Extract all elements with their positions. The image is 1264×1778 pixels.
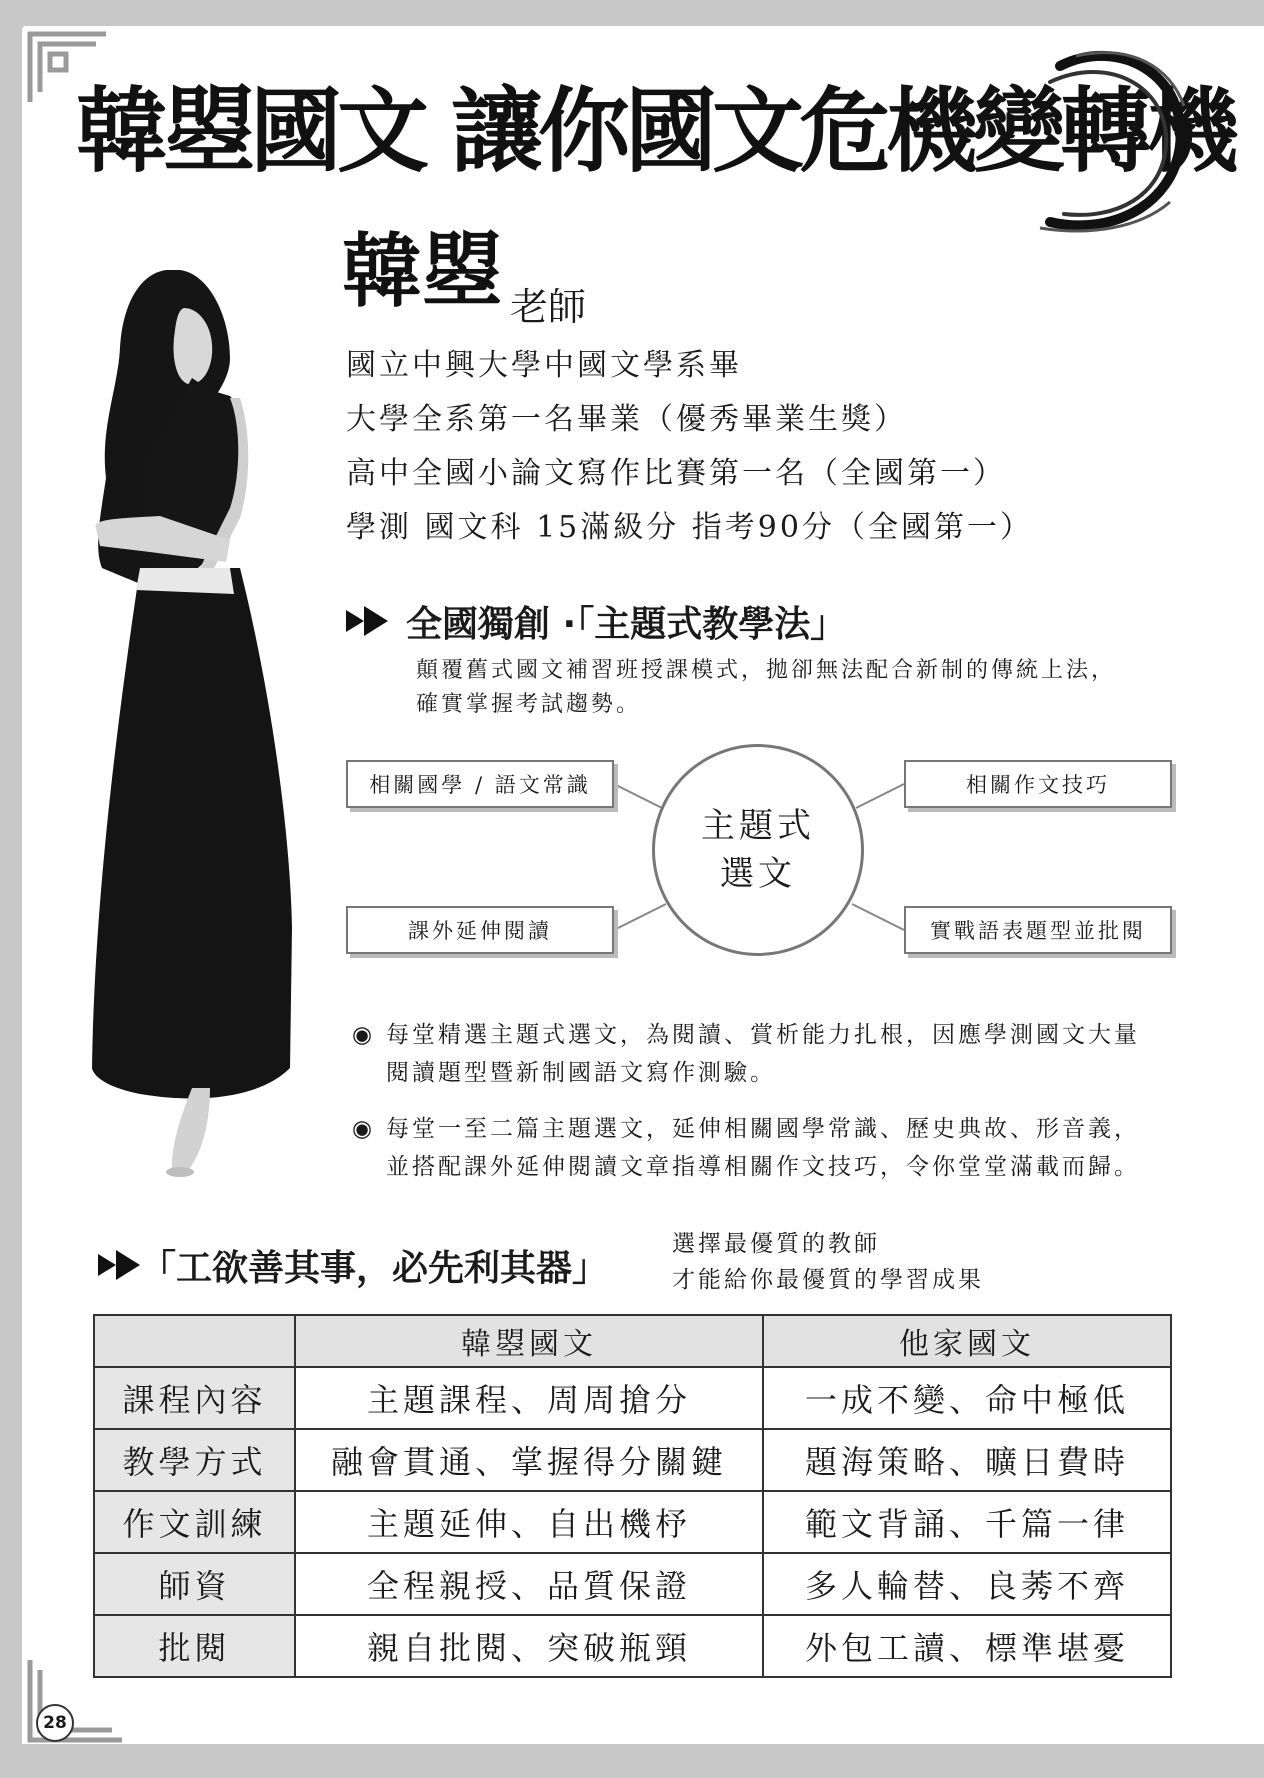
comparison-table: [93, 1314, 1172, 1678]
teacher-name: 韓曌: [342, 225, 502, 318]
row-label: 師資: [94, 1553, 295, 1615]
row-ours: 主題課程、周周搶分: [295, 1367, 763, 1429]
section1-description-line-2: 確實掌握考試趨勢。: [416, 692, 642, 717]
row-others: 範文背誦、千篇一律: [763, 1491, 1171, 1553]
row-ours: 全程親授、品質保證: [295, 1553, 763, 1615]
bullet-2-line-1: 每堂一至二篇主題選文，延伸相關國學常識、歷史典故、形音義，: [386, 1116, 1140, 1142]
row-others: 多人輪替、良莠不齊: [763, 1553, 1171, 1615]
bullet-1: [352, 1016, 1182, 1092]
page-headline: 韓曌國文 讓你國文危機變轉機: [76, 78, 1235, 185]
table-row: [94, 1491, 1171, 1553]
row-ours: 主題延伸、自出機杼: [295, 1491, 763, 1553]
row-others: 題海策略、曠日費時: [763, 1429, 1171, 1491]
table-header-blank: [94, 1315, 295, 1367]
bullet-1-line-2: 閱讀題型暨新制國語文寫作測驗。: [386, 1060, 776, 1086]
bullet-2-icon: ◉: [352, 1116, 376, 1142]
diagram-center-line-1: 主題式: [701, 806, 815, 846]
row-label: 教學方式: [94, 1429, 295, 1491]
section2-arrow-icon: [98, 1250, 142, 1280]
section2-note-line-2: 才能給你最優質的學習成果: [672, 1267, 984, 1293]
section2-note: [672, 1226, 984, 1298]
row-others: 外包工讀、標準堪憂: [763, 1615, 1171, 1677]
bullet-1-line-1: 每堂精選主題式選文，為閱讀、賞析能力扎根，因應學測國文大量: [386, 1022, 1140, 1048]
table-header-row: [94, 1315, 1171, 1367]
bullet-2-line-2: 並搭配課外延伸閱讀文章指導相關作文技巧，令你堂堂滿載而歸。: [386, 1154, 1140, 1180]
table-row: [94, 1615, 1171, 1677]
diagram-box-top-right: 相關作文技巧: [904, 760, 1172, 808]
credential-1: 國立中興大學中國文學系畢: [346, 348, 742, 383]
bullet-1-icon: ◉: [352, 1022, 376, 1048]
row-label: 批閱: [94, 1615, 295, 1677]
section1-description-line-1: 顛覆舊式國文補習班授課模式，拋卻無法配合新制的傳統上法，: [416, 658, 1117, 683]
row-label: 課程內容: [94, 1367, 295, 1429]
row-ours: 親自批閱、突破瓶頸: [295, 1615, 763, 1677]
credential-3: 高中全國小論文寫作比賽第一名（全國第一）: [346, 456, 1006, 491]
row-ours: 融會貫通、掌握得分關鍵: [295, 1429, 763, 1491]
bullet-2: [352, 1110, 1182, 1186]
diagram-box-bottom-left: 課外延伸閱讀: [346, 906, 614, 954]
diagram-center-line-2: 選文: [720, 854, 796, 894]
table-header-others: 他家國文: [763, 1315, 1171, 1367]
section2-note-line-1: 選擇最優質的教師: [672, 1231, 880, 1257]
page-number: 28: [36, 1704, 74, 1742]
table-header-ours: 韓曌國文: [295, 1315, 763, 1367]
row-others: 一成不變、命中極低: [763, 1367, 1171, 1429]
table-row: [94, 1553, 1171, 1615]
diagram-box-bottom-right: 實戰語表題型並批閱: [904, 906, 1172, 954]
credential-2: 大學全系第一名畢業（優秀畢業生獎）: [346, 402, 907, 437]
section1-heading: 全國獨創 ·「主題式教學法」: [406, 604, 847, 645]
diagram-box-top-left: 相關國學 / 語文常識: [346, 760, 614, 808]
section2-heading: 「工欲善其事，必先利其器」: [140, 1248, 609, 1289]
credential-4: 學測 國文科 15滿級分 指考90分（全國第一）: [346, 510, 1033, 545]
table-row: [94, 1429, 1171, 1491]
table-row: [94, 1367, 1171, 1429]
diagram-center-circle: [652, 744, 864, 956]
row-label: 作文訓練: [94, 1491, 295, 1553]
teacher-title: 老師: [510, 285, 587, 329]
